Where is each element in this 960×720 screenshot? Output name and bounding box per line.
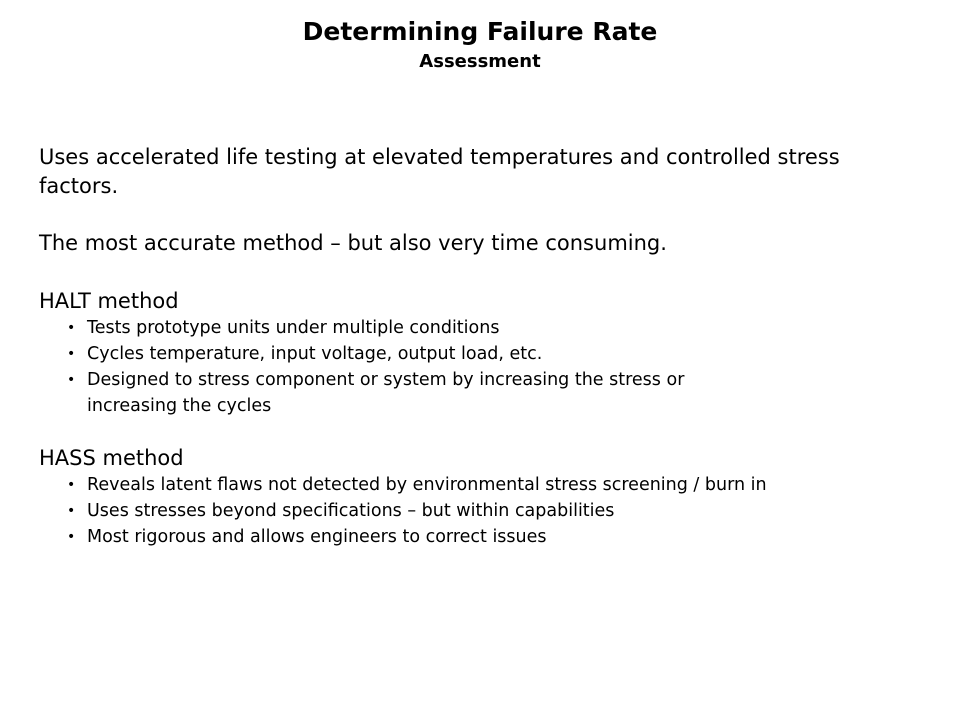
intro-paragraph: Uses accelerated life testing at elevated temperatures and controlled stress factors. [39,145,840,198]
bullet-icon: • [67,320,76,336]
hass-heading: HASS method [39,446,184,470]
list-item [67,367,687,419]
list-item [67,341,947,367]
bullet-text: Tests prototype units under multiple conditions [87,318,500,338]
accuracy-paragraph: The most accurate method – but also very time consuming. [39,231,667,255]
list-item [67,315,947,341]
bullet-icon: • [67,477,76,493]
halt-heading: HALT method [39,289,179,313]
hass-bullet-list [67,472,947,550]
bullet-text: Most rigorous and allows engineers to correct issues [87,527,547,547]
list-item [67,498,947,524]
bullet-text: Uses stresses beyond specifications – but within capabilities [87,501,615,521]
bullet-text: Designed to stress component or system by increasing the stress or increasing the cycles [87,370,685,416]
list-item [67,472,947,498]
bullet-icon: • [67,372,76,388]
bullet-icon: • [67,503,76,519]
halt-bullet-list [67,315,947,419]
slide-subtitle: Assessment [419,51,541,72]
bullet-icon: • [67,346,76,362]
bullet-icon: • [67,529,76,545]
list-item [67,524,947,550]
bullet-text: Reveals latent flaws not detected by environmental stress screening / burn in [87,475,767,495]
bullet-text: Cycles temperature, input voltage, output load, etc. [87,344,543,364]
slide-title: Determining Failure Rate [302,17,658,46]
